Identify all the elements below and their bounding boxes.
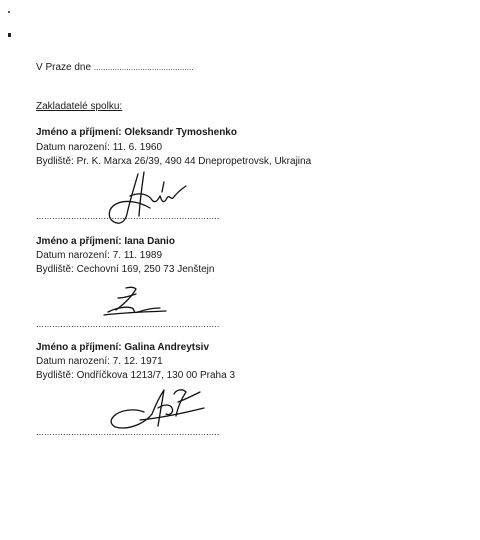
scan-mark-tick bbox=[8, 33, 11, 37]
founder-2-name: Jméno a příjmení: Iana Danio bbox=[36, 236, 175, 247]
scan-mark-dot bbox=[8, 11, 10, 13]
founder-3-name: Jméno a příjmení: Galina Andreytsiv bbox=[36, 342, 210, 353]
founder-1-birth-date: Datum narození: 11. 6. 1960 bbox=[36, 142, 163, 153]
founder-1-address: Bydliště: Pr. K. Marxa 26/39, 490 44 Dnepropetrovsk, Ukrajina bbox=[36, 156, 312, 167]
founder-2-signature bbox=[96, 284, 176, 320]
place-date-label: V Praze dne bbox=[36, 62, 92, 73]
founders-heading: Zakladatelé spolku: bbox=[36, 101, 123, 112]
founder-2-address: Bydliště: Cechovní 169, 250 73 Jenštejn bbox=[36, 264, 215, 275]
place-date-line bbox=[36, 62, 194, 74]
founder-3-signature-line: .................................................................... bbox=[36, 427, 220, 437]
founder-1-signature-line: .................................................................... bbox=[36, 211, 220, 221]
place-date-dots: ........................................... bbox=[93, 63, 194, 72]
founder-3-birth-date: Datum narození: 7. 12. 1971 bbox=[36, 356, 163, 367]
founder-3-address: Bydliště: Ondříčkova 1213/7, 130 00 Praha 3 bbox=[36, 370, 236, 381]
founder-1-name: Jméno a příjmení: Oleksandr Tymoshenko bbox=[36, 127, 237, 138]
founder-2-birth-date: Datum narození: 7. 11. 1989 bbox=[36, 250, 163, 261]
founder-2-signature-line: .................................................................... bbox=[36, 319, 220, 329]
